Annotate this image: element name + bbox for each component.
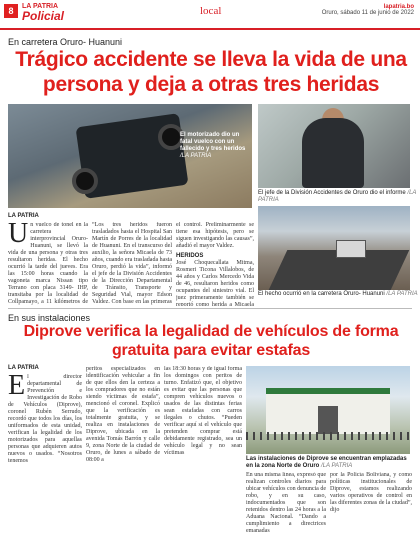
article1-column-3 bbox=[176, 222, 254, 306]
brand-section: Policial bbox=[22, 9, 65, 23]
article1-headline: Trágico accidente se lleva la vida de una persona y deja a otras tres heridas bbox=[15, 48, 407, 96]
officer-photo-caption bbox=[258, 190, 418, 204]
article2-column-3 bbox=[164, 366, 242, 530]
column-text: el control. Preliminarmente se tiene esa hipótesis, pero se siguen investigando las causas”, añadió el mayor Valdez. bbox=[176, 222, 254, 249]
article2-kicker: En sus instalaciones bbox=[8, 313, 91, 323]
vehicle-shape bbox=[336, 240, 366, 258]
road-photo bbox=[258, 206, 410, 290]
article1-kicker: En carretera Oruro- Huanuni bbox=[8, 37, 123, 47]
issue-date: Oruro, sábado 11 de junio de 2022 bbox=[321, 10, 414, 16]
photo-credit: /LA PATRIA bbox=[180, 153, 212, 159]
header-info bbox=[322, 4, 414, 16]
officer-body-shape bbox=[302, 118, 364, 188]
drop-cap: U bbox=[8, 222, 29, 249]
article-divider bbox=[8, 308, 412, 309]
photo-credit: /LA PATRIA bbox=[386, 291, 418, 297]
door-shape bbox=[318, 406, 338, 434]
column-text: n vuelco de tonel en la carretera interprovincial Oruro- Huanuni, se llevó la vida de una persona y otras tres resultaron heridas. El hecho ocurrió la tarde del jueves. Era las 15:00 horas cuando la vagoneta marca Nissan tipo Terrano con placa 3149- IHP, transitaba por la localidad de Collpamayo, a 11 kilómetros de bbox=[8, 222, 88, 305]
column-text: “Los tres heridos fueron trasladados hasta el Hospital San Martín de Porres de la localidad de Huanuni. En el transcurso del auxilio, la señora Micaela de 73 años, cuando era trasladada hasta Oruro, perdió la vida”, informó el jefe de la División Accidentes de la Dirección Departamental de Tránsito, Transporte y Seguridad Vial, mayor Edson Valdez. Con base en las primeras bbox=[92, 222, 172, 305]
section-label: local bbox=[200, 5, 222, 17]
page-number: 8 bbox=[4, 4, 18, 18]
article2-column-5 bbox=[330, 472, 412, 532]
column-text: por la Policía Boliviana, y como políticas institucionales de Diprove, estamos realizando varios operativos de control en las diferentes zonas de la ciudad”, dijo bbox=[330, 472, 412, 513]
article2-column-1 bbox=[8, 374, 82, 530]
drop-cap: E bbox=[8, 374, 26, 401]
article1-subhead: HERIDOS bbox=[176, 253, 204, 259]
site-url: lapatria.bo bbox=[383, 4, 414, 10]
accident-photo-caption bbox=[180, 132, 252, 160]
brand-name: LA PATRIA bbox=[22, 3, 59, 10]
column-text: l director departamental de Prevención e Investigación de Robo de Vehículos (Diprove), coronel Rubén Serrudo, recordó que todos los días, los uniformados de esta unidad, verifican la legalidad de los motorizados para aquellas personas que adquieren autos nuevos o usados. “Nosotros tenemos bbox=[8, 374, 82, 464]
article2-column-4 bbox=[246, 472, 326, 532]
header-rule bbox=[0, 28, 420, 30]
newspaper-logo bbox=[22, 3, 64, 23]
caption-text: Las instalaciones de Diprove se encuentran emplazadas en la zona Norte de Oruro bbox=[246, 456, 407, 469]
article2-column-2 bbox=[86, 366, 160, 530]
column-text: José Choquecallata Mitma, Rosmeri Ticona Villalobos, de 44 años y Carlos Mercedo Vida de 46, resultaron heridos como ocupantes del siniestro vial. El juez primeramente también se reportó como herida a Micaela bbox=[176, 260, 254, 306]
diprove-building-photo bbox=[246, 366, 410, 454]
caption-text: El motorizado dio un fatal vuelco con un fallecido y tres heridos bbox=[180, 132, 246, 152]
photo-credit: /LA PATRIA bbox=[321, 463, 353, 469]
column-text: peritos especializados en identificación vehicular a fin de que ellos den la certeza a los compradores que no están siendo víctimas de estafa”, mencionó el coronel. Explicó que la verificación es totalmente gratuita, y se realiza en instalaciones de Diprove, ubicada en la avenida Tomás Barrón y calle 9, zona Norte de la ciudad de Oruro, de lunes a sábado de 08:00 a bbox=[86, 366, 160, 463]
column-text: las 18:30 horas y de igual forma los domingos con peritos de turno. Enfatizó que, el objetivo es evitar que las personas que compren vehículos nuevos o usados de las distintas ferias sean estafadas con carros ilegales o chutos. “Pueden verificar aquí si el vehículo que pretenden comprar está debidamente registrado, sea un vehículo legal y no sean víctimas bbox=[164, 366, 242, 456]
road-photo-caption bbox=[258, 291, 418, 298]
article1-column-2 bbox=[92, 222, 172, 306]
page-header bbox=[0, 0, 420, 30]
article1-byline: LA PATRIA bbox=[8, 213, 39, 219]
article2-byline: LA PATRIA bbox=[8, 365, 39, 371]
tyre-shape bbox=[72, 168, 98, 194]
caption-text: El jefe de la División Accidentes de Oruro dio el informe bbox=[258, 190, 406, 196]
column-text: En una misma línea, expresó que realizan controles diarios para ubicar vehículos con denuncia de robo, y en su caso, indocumentados que son retenidos dentro las 24 horas a la Aduana Nacional. “Dando a cumplimiento a directrices emanadas bbox=[246, 472, 326, 532]
article2-headline: Diprove verifica la legalidad de vehículos de forma gratuita para evitar estafas bbox=[23, 323, 399, 359]
caption-text: El hecho ocurrió en la carretera Oruro- Huanuni bbox=[258, 291, 385, 297]
diprove-photo-caption bbox=[246, 456, 412, 470]
officer-photo bbox=[258, 104, 410, 188]
article1-column-1 bbox=[8, 222, 88, 306]
photo-credit: /LA PATRIA bbox=[258, 190, 417, 203]
fence-shape bbox=[246, 432, 410, 440]
